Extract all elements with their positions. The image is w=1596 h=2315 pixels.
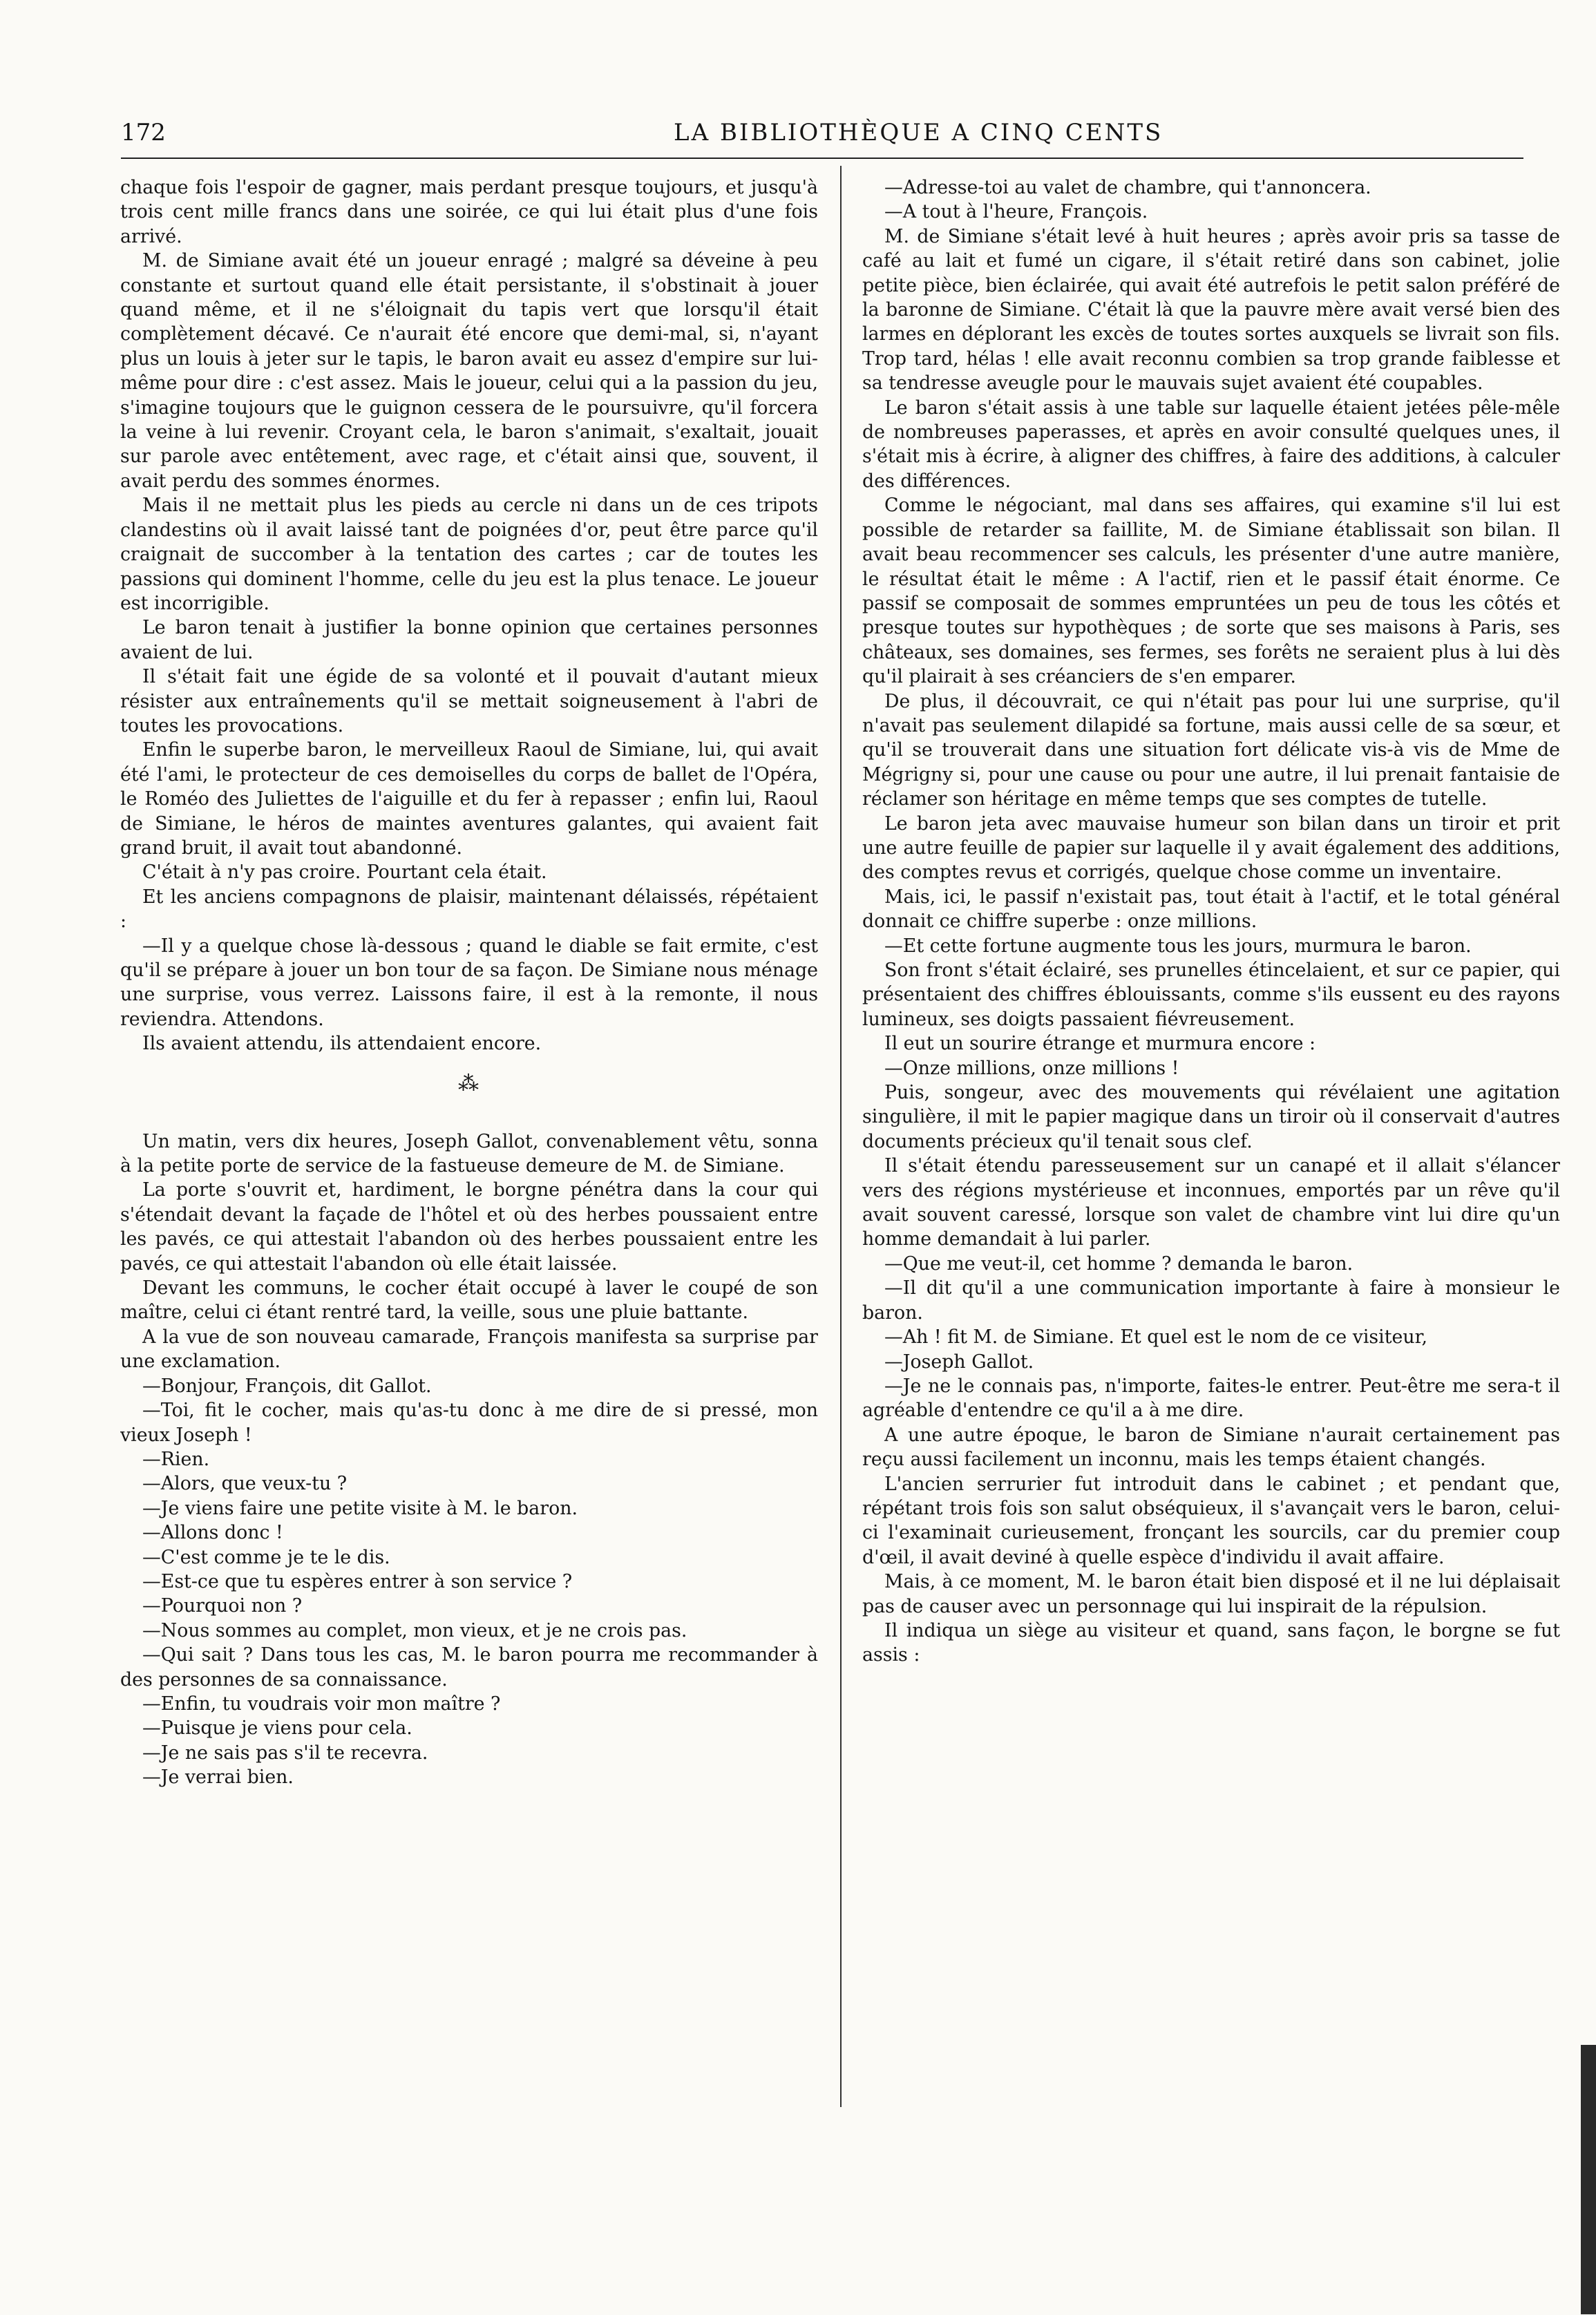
paragraph: Le baron tenait à justifier la bonne opinion que certaines personnes avaient de lui. — [120, 617, 818, 663]
dialogue-line: —Toi, fit le cocher, mais qu'as-tu donc à me dire de si pressé, mon vieux Joseph ! — [120, 1400, 818, 1446]
dialogue-line: —Adresse-toi au valet de chambre, qui t'annoncera. — [884, 177, 1371, 198]
paragraph: Le baron jeta avec mauvaise humeur son bilan dans un tiroir et prit une autre feuille de papier sur laquelle il y avait également des additions, des comptes revus et corrigés, quelque chose comme un inventaire. — [862, 812, 1560, 884]
dialogue-line: —Bonjour, François, dit Gallot. — [142, 1375, 432, 1397]
dialogue-line: —A tout à l'heure, François. — [884, 201, 1148, 223]
section-separator: ⁂ — [458, 1071, 480, 1096]
dialogue-line: —C'est comme je te le dis. — [142, 1546, 390, 1568]
dialogue-line: —Et cette fortune augmente tous les jours, murmura le baron. — [884, 935, 1472, 957]
paragraph: L'ancien serrurier fut introduit dans le cabinet ; et pendant que, répétant trois fois son salut obséquieux, il s'avançait vers le baron, celui-ci l'examinait curieusement, fronçant les sourcils, car du premier coup d'œil, il avait deviné à quelle espèce d'individu il avait affaire. — [862, 1473, 1560, 1568]
dialogue-line: —Je ne le connais pas, n'importe, faites-le entrer. Peut-être me sera-t il agréable d'entendre ce qu'il a à me dire. — [862, 1375, 1560, 1422]
paragraph: Il s'était fait une égide de sa volonté et il pouvait d'autant mieux résister aux entraînements qu'il se mettait soigneusement à l'abri de toutes les provocations. — [120, 666, 818, 736]
dialogue-line: —Je ne sais pas s'il te recevra. — [142, 1742, 428, 1764]
paragraph: Et les anciens compagnons de plaisir, maintenant délaissés, répétaient : — [120, 886, 818, 933]
dialogue-line: —Qui sait ? Dans tous les cas, M. le baron pourra me recommander à des personnes de sa connaissance. — [120, 1644, 818, 1690]
paragraph: Ils avaient attendu, ils attendaient encore. — [142, 1033, 542, 1055]
dialogue-line: —Onze millions, onze millions ! — [884, 1057, 1179, 1079]
dialogue-line: —Il dit qu'il a une communication importante à faire à monsieur le baron. — [862, 1277, 1560, 1324]
paragraph: M. de Simiane avait été un joueur enragé ; malgré sa déveine à peu constante et surtout quand elle était persistante, il s'obstinait à jouer quand même, et il ne s'éloignait du tapis vert que lorsqu'il était complètement décavé. Ce n'aurait été encore que demi-mal, si, n'ayant plus un louis à jeter sur le tapis, le baron avait eu assez d'empire sur lui-même pour dire : c'est assez. Mais le joueur, celui qui a la passion du jeu, s'imagine toujours que le guignon cessera de le poursuivre, qu'il forcera la veine à lui revenir. Croyant cela, le baron s'animait, s'exaltait, jouait sur parole avec entêtement, avec rage, et c'était ainsi que, souvent, il avait perdu des sommes énormes. — [120, 250, 818, 492]
paragraph: M. de Simiane s'était levé à huit heures ; après avoir pris sa tasse de café au lait et fumé un cigare, il s'était retiré dans son cabinet, jolie petite pièce, bien éclairée, qui avait été autrefois le petit salon préféré de la baronne de Simiane. C'était là que la pauvre mère avait versé bien des larmes en déplorant les excès de toutes sortes auxquels se livrait son fils. Trop tard, hélas ! elle avait reconnu combien sa trop grande faiblesse et sa tendresse aveugle pour le mauvais sujet avaient été coupables. — [862, 225, 1560, 394]
paragraph: Il indiqua un siège au visiteur et quand, sans façon, le borgne se fut assis : — [862, 1619, 1560, 1666]
paragraph: La porte s'ouvrit et, hardiment, le borgne pénétra dans la cour qui s'étendait devant la façade de l'hôtel et où des herbes poussaient entre les pavés, ce qui attestait l'abandon où des herbes poussaient entre les pavés, ce qui attestait l'abandon où elle était laissée. — [120, 1179, 818, 1275]
paragraph: C'était à n'y pas croire. Pourtant cela était. — [142, 861, 547, 884]
column-divider — [840, 166, 842, 2107]
paragraph: Mais, ici, le passif n'existait pas, tout était à l'actif, et le total général donnait ce chiffre superbe : onze millions. — [862, 886, 1560, 933]
dialogue-line: —Que me veut-il, cet homme ? demanda le baron. — [884, 1252, 1353, 1275]
paragraph: A la vue de son nouveau camarade, François manifesta sa surprise par une exclamation. — [120, 1326, 818, 1373]
paragraph: Son front s'était éclairé, ses prunelles étincelaient, et sur ce papier, qui présentaient des chiffres éblouissants, comme s'ils eussent eu des rayons lumineux, ses doigts passaient fiévreusement. — [862, 960, 1560, 1030]
paragraph: Mais il ne mettait plus les pieds au cercle ni dans un de ces tripots clandestins où il avait laissé tant de poignées d'or, peut être parce qu'il craignait de succomber à la tentation des cartes ; car de toutes les passions qui dominent l'homme, celle du jeu est la plus tenace. Le joueur est incorrigible. — [120, 495, 818, 614]
page-number: 172 — [121, 119, 166, 146]
page-header — [121, 119, 1523, 159]
paragraph: A une autre époque, le baron de Simiane n'aurait certainement pas reçu aussi facilement un inconnu, mais les temps étaient changés. — [862, 1424, 1560, 1471]
dialogue-line: —Allons donc ! — [142, 1522, 283, 1544]
dialogue-line: —Joseph Gallot. — [884, 1351, 1034, 1373]
paragraph: Enfin le superbe baron, le merveilleux Raoul de Simiane, lui, qui avait été l'ami, le protecteur de ces demoiselles du corps de ballet de l'Opéra, le Roméo des Juliettes de l'aiguille et du fer à repasser ; enfin lui, Raoul de Simiane, le héros de maintes aventures galantes, qui avaient fait grand bruit, il avait tout abandonné. — [120, 739, 818, 859]
dialogue-line: —Pourquoi non ? — [142, 1595, 303, 1617]
paragraph: Il eut un sourire étrange et murmura encore : — [884, 1033, 1316, 1055]
paragraph: Devant les communs, le cocher était occupé à laver le coupé de son maître, celui ci étant rentré tard, la veille, sous une pluie battante. — [120, 1277, 818, 1324]
dialogue-line: —Puisque je viens pour cela. — [142, 1717, 412, 1740]
paragraph: Puis, songeur, avec des mouvements qui révélaient une agitation singulière, il mit le papier magique dans un tiroir où il conservait d'autres documents précieux qu'il tenait sous clef. — [862, 1082, 1560, 1152]
paragraph: Le baron s'était assis à une table sur laquelle étaient jetées pêle-mêle de nombreuses paperasses, et après en avoir consulté quelques unes, il s'était mis à écrire, à aligner des chiffres, à faire des additions, à calculer des différences. — [862, 397, 1560, 492]
dialogue-line: —Ah ! fit M. de Simiane. Et quel est le nom de ce visiteur, — [884, 1326, 1427, 1349]
page-edge-shadow — [1581, 2045, 1596, 2314]
dialogue-line: —Est-ce que tu espères entrer à son service ? — [142, 1570, 573, 1592]
dialogue-line: —Nous sommes au complet, mon vieux, et je ne crois pas. — [142, 1619, 687, 1641]
dialogue-line: —Enfin, tu voudrais voir mon maître ? — [142, 1693, 501, 1715]
paragraph: Comme le négociant, mal dans ses affaires, qui examine s'il lui est possible de retarder sa faillite, M. de Simiane établissait son bilan. Il avait beau recommencer ses calculs, les présenter d'une autre manière, le résultat était le même : A l'actif, rien et le passif était énorme. Ce passif se composait de sommes empruntées un peu de tous les côtés et presque toutes sur hypothèques ; de sorte que ses maisons à Paris, ses châteaux, ses domaines, ses fermes, ses forêts ne seraient plus à lui dès qu'il plairait à ses créanciers de s'en emparer. — [862, 495, 1560, 688]
paragraph: chaque fois l'espoir de gagner, mais perdant presque toujours, et jusqu'à trois cent mille francs dans une soirée, ce qui lui était plus d'une fois arrivé. — [120, 177, 818, 247]
running-title: LA BIBLIOTHÈQUE A CINQ CENTS — [674, 119, 1163, 146]
paragraph: Il s'était étendu paresseusement sur un canapé et il allait s'élancer vers des régions mystérieuse et inconnues, emportés par un rêve qu'il avait souvent caressé, lorsque son valet de chambre vint lui dire qu'un homme demandait à lui parler. — [862, 1155, 1560, 1250]
dialogue-line: —Je verrai bien. — [142, 1766, 294, 1789]
right-column — [862, 175, 1560, 2110]
paragraph: Un matin, vers dix heures, Joseph Gallot, convenablement vêtu, sonna à la petite porte de service de la fastueuse demeure de M. de Simiane. — [120, 1130, 818, 1177]
dialogue-line: —Rien. — [142, 1448, 210, 1470]
paragraph: Mais, à ce moment, M. le baron était bien disposé et il ne lui déplaisait pas de causer avec un personnage qui lui inspirait de la répulsion. — [862, 1571, 1560, 1617]
dialogue-line: —Alors, que veux-tu ? — [142, 1473, 348, 1495]
paragraph: De plus, il découvrait, ce qui n'était pas pour lui une surprise, qu'il n'avait pas seulement dilapidé sa fortune, mais aussi celle de sa sœur, et qu'il se trouverait dans une situation fort délicate vis-à vis de Mme de Mégrigny si, pour une cause ou pour une autre, il lui prenait fantaisie de réclamer son héritage en même temps que ses comptes de tutelle. — [862, 690, 1560, 810]
dialogue-line: —Je viens faire une petite visite à M. le baron. — [142, 1497, 578, 1519]
left-column — [120, 175, 818, 2110]
paragraph: —Il y a quelque chose là-dessous ; quand le diable se fait ermite, c'est qu'il se prépare à jouer un bon tour de sa façon. De Simiane nous ménage une surprise, vous verrez. Laissons faire, il est à la remonte, il nous reviendra. Attendons. — [120, 935, 818, 1030]
